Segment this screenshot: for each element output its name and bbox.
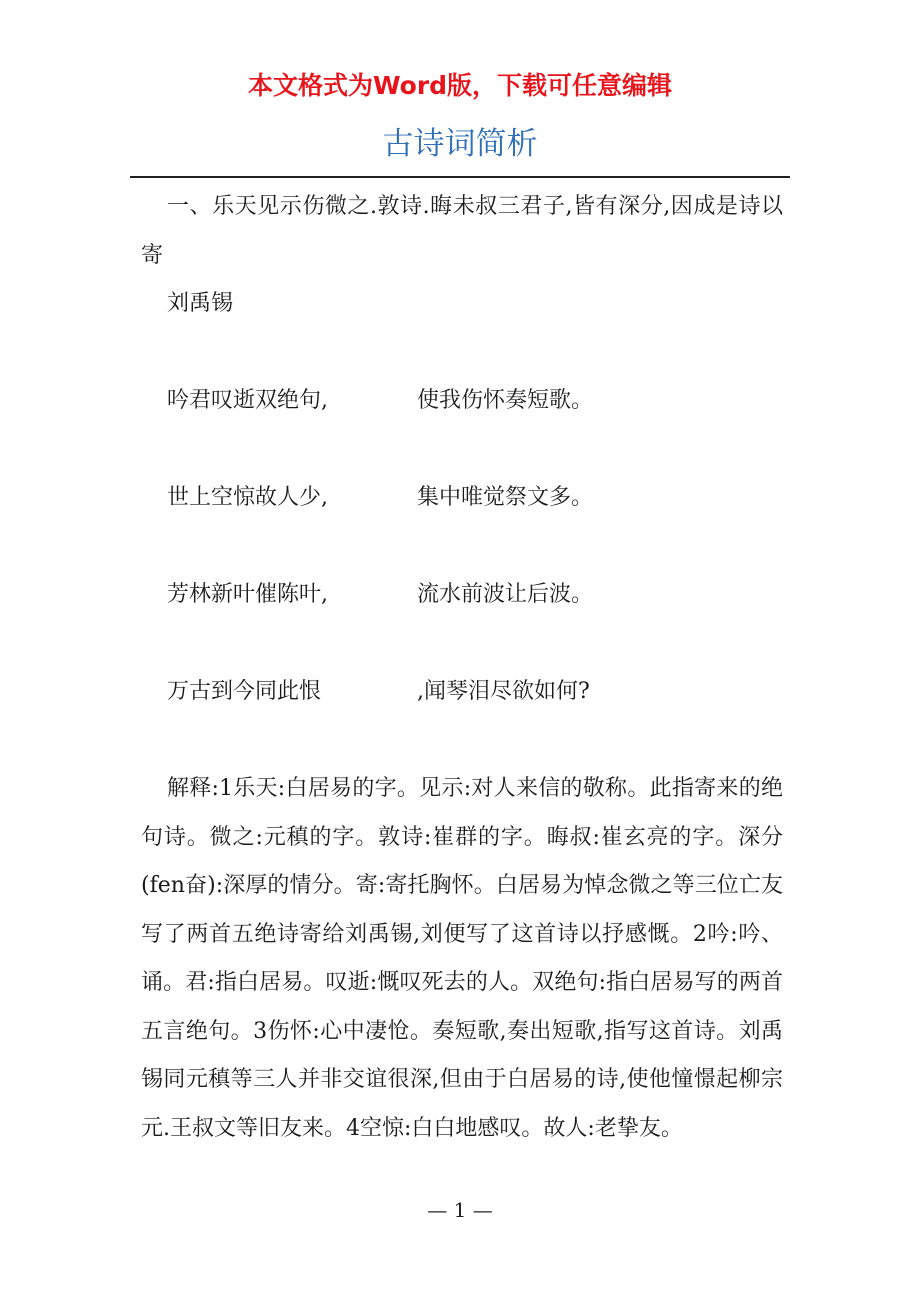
spacer	[141, 426, 783, 475]
verse-first-half: 吟君叹逝双绝句,	[167, 388, 328, 413]
page-number: — 1 —	[427, 1198, 493, 1222]
spacer	[141, 620, 783, 669]
explanation-paragraph: 解释:1乐天:白居易的字。见示:对人来信的敬称。此指寄来的绝句诗。微之:元稹的字。敦诗:崔群的字。晦叔:崔玄亮的字。深分(fen奋):深厚的情分。寄:寄托胸怀。白居易为悼念微之等三位亡友写了两首五绝诗寄给刘禹锡,刘便写了这首诗以抒感慨。2吟:吟、诵。君:指白居易。叹逝:慨叹死去的人。双绝句:指白居易写的两首五言绝句。3伤怀:心中凄怆。奏短歌,奏出短歌,指写这首诗。刘禹锡同元稹等三人并非交谊很深,但由于白居易的诗,使他憧憬起柳宗元.王叔文等旧友来。4空惊:白白地感叹。故人:老挚友。	[141, 776, 783, 1141]
verse-second-half: ,闻琴泪尽欲如何?	[417, 679, 590, 704]
download-banner: 本文格式为Word版，下载可任意编辑	[247, 71, 673, 100]
poem-couplet	[141, 377, 783, 426]
title-divider	[130, 176, 790, 178]
verse-first-half: 世上空惊故人少,	[167, 485, 328, 510]
document-title: 古诗词简析	[382, 126, 538, 162]
verse-second-half: 集中唯觉祭文多。	[417, 485, 594, 510]
poem-author: 刘禹锡	[167, 291, 234, 316]
verse-first-half: 芳林新叶催陈叶,	[167, 582, 328, 607]
document-body	[141, 183, 783, 1153]
spacer	[141, 329, 783, 378]
poem-couplet	[141, 571, 783, 620]
spacer	[141, 523, 783, 572]
verse-second-half: 使我伤怀奏短歌。	[417, 388, 594, 413]
spacer	[141, 717, 783, 766]
verse-first-half: 万古到今同此恨	[167, 679, 322, 704]
poem-heading: 一、乐天见示伤微之.敦诗.晦未叔三君子,皆有深分,因成是诗以寄	[141, 194, 783, 268]
verse-second-half: 流水前波让后波。	[417, 582, 594, 607]
poem-couplet	[141, 474, 783, 523]
poem-couplet	[141, 668, 783, 717]
